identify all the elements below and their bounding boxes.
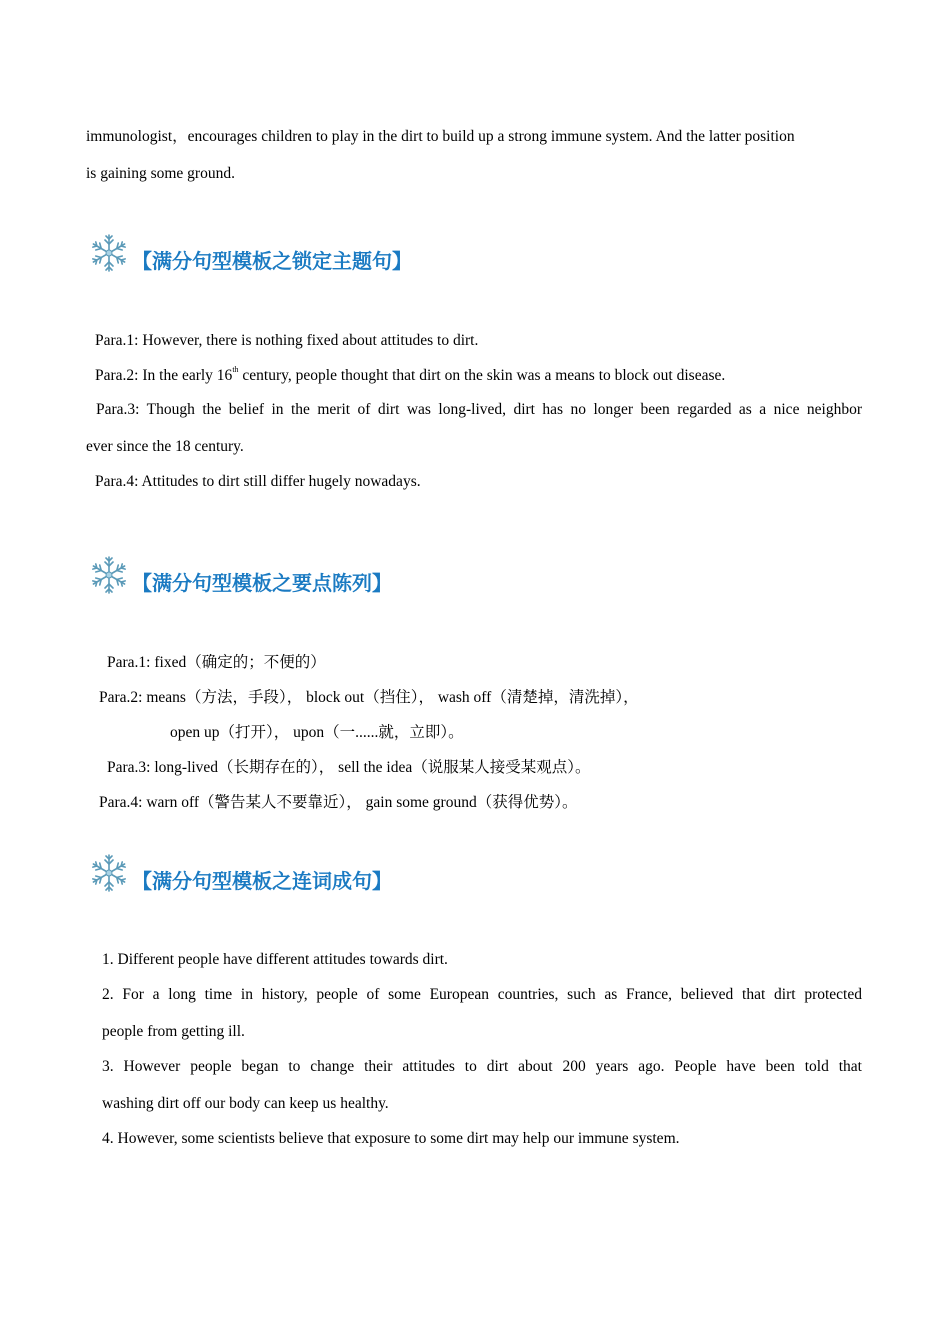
section-heading-sentences [88, 850, 392, 894]
points-para-3: Para.3: long-lived（长期存在的）， sell the idea（说服某人接受某观点）。 [107, 759, 591, 776]
sentence-2-line-2: people from getting ill. [102, 1023, 245, 1040]
intro-line-2: is gaining some ground. [86, 165, 235, 182]
topic-para-2 [95, 366, 725, 386]
section-heading-topic [88, 230, 412, 274]
topic-para-3-line-2: ever since the 18 century. [86, 438, 244, 455]
sentence-3-line-1: 3. However people began to change their attitudes to dirt about 200 years ago. People have been told that [102, 1058, 862, 1075]
intro-line-1: immunologist，encourages children to play in the dirt to build up a strong immune system. And the latter position [86, 128, 795, 145]
topic-para-1: Para.1: However, there is nothing fixed about attitudes to dirt. [95, 332, 479, 349]
snowflake-icon [88, 232, 130, 274]
topic-para-3-line-1: Para.3: Though the belief in the merit of dirt was long-lived, dirt has no longer been regarded as a nice neighbor [96, 401, 862, 418]
topic-para-4: Para.4: Attitudes to dirt still differ hugely nowadays. [95, 473, 421, 490]
sentence-3-line-2: washing dirt off our body can keep us healthy. [102, 1095, 389, 1112]
topic-para-2-text: Para.2: In the early 16 [95, 367, 233, 384]
points-para-4: Para.4: warn off（警告某人不要靠近）， gain some ground（获得优势）。 [99, 794, 578, 811]
section-heading-points [88, 552, 392, 596]
ordinal-superscript: th [232, 365, 239, 374]
points-para-2-line-1: Para.2: means（方法，手段）， block out（挡住）， wash off（清楚掉，清洗掉）， [99, 689, 639, 706]
section-title-sentences: 【满分句型模板之连词成句】 [132, 869, 392, 893]
section-title-points: 【满分句型模板之要点陈列】 [132, 571, 392, 595]
snowflake-icon [88, 852, 130, 894]
points-para-2-line-2: open up（打开）， upon（一......就，立即）。 [170, 724, 464, 741]
topic-para-2-text-rest: century, people thought that dirt on the skin was a means to block out disease. [238, 367, 726, 384]
section-title-topic: 【满分句型模板之锁定主题句】 [132, 249, 412, 273]
points-para-1: Para.1: fixed（确定的；不便的） [107, 654, 326, 671]
sentence-1: 1. Different people have different attitudes towards dirt. [102, 951, 448, 968]
sentence-4: 4. However, some scientists believe that exposure to some dirt may help our immune system. [102, 1130, 680, 1147]
snowflake-icon [88, 554, 130, 596]
sentence-2-line-1: 2. For a long time in history, people of some European countries, such as France, believed that dirt protected [102, 986, 862, 1003]
